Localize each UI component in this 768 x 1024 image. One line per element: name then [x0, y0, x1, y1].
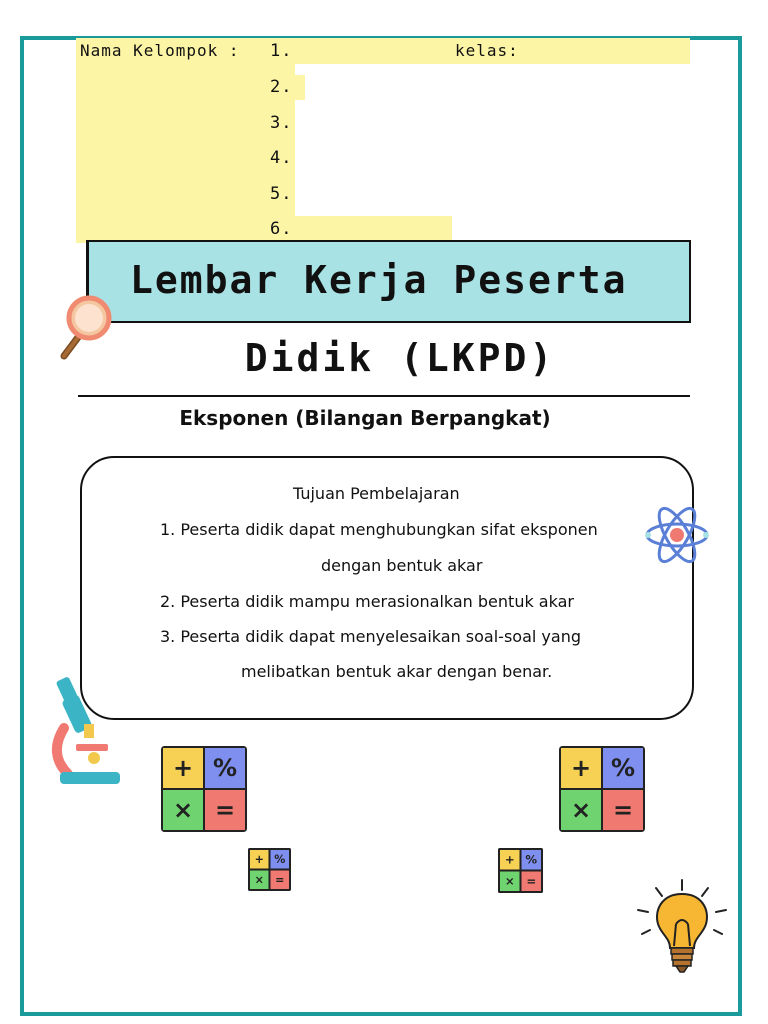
calculator-grid — [559, 746, 645, 832]
objective-line-2: dengan bentuk akar — [321, 556, 483, 575]
title-line-1: Lembar Kerja Peserta — [130, 258, 628, 302]
member2-highlight — [295, 75, 305, 100]
member-number-3: 3. — [270, 113, 293, 133]
calculator-symbol: × — [172, 796, 194, 824]
calculator-symbol: % — [525, 852, 538, 867]
group-name-label: Nama Kelompok : — [80, 41, 240, 60]
objective-line-1: 1. Peserta didik dapat menghubungkan sifat eksponen — [160, 520, 598, 539]
objective-line-5: melibatkan bentuk akar dengan benar. — [241, 662, 553, 681]
calculator-symbol: × — [504, 874, 515, 889]
calculator-icon — [559, 746, 645, 836]
subtitle: Eksponen (Bilangan Berpangkat) — [179, 406, 551, 430]
member-number-5: 5. — [270, 184, 293, 204]
calculator-symbol: = — [214, 796, 236, 824]
calculator-symbol: = — [275, 873, 285, 887]
calculator-symbol: + — [504, 852, 515, 867]
calculator-symbol: × — [254, 873, 264, 887]
calculator-symbol: + — [172, 754, 194, 782]
title-divider — [78, 395, 690, 397]
calculator-symbol: = — [526, 874, 537, 889]
magnifier-icon — [52, 292, 116, 364]
calculator-symbol: % — [610, 754, 636, 782]
calculator-symbol: = — [612, 796, 634, 824]
calculator-symbol: + — [254, 852, 264, 866]
lightbulb-icon — [632, 876, 732, 980]
calculator-symbol: % — [212, 754, 238, 782]
calculator-grid — [498, 848, 543, 893]
calculator-icon — [498, 848, 543, 897]
title-line-2: Didik (LKPD) — [244, 336, 556, 380]
calculator-symbol: % — [274, 852, 286, 866]
calculator-grid — [248, 848, 291, 891]
member-number-4: 4. — [270, 148, 293, 168]
objective-line-3: 2. Peserta didik mampu merasionalkan bentuk akar — [160, 592, 574, 611]
calculator-symbol: × — [570, 796, 592, 824]
objectives-heading: Tujuan Pembelajaran — [293, 484, 460, 503]
member-number-2: 2. — [270, 77, 293, 97]
member6-highlight — [295, 216, 452, 243]
member-number-6: 6. — [270, 219, 293, 239]
objective-line-4: 3. Peserta didik dapat menyelesaikan soal-soal yang — [160, 627, 581, 646]
microscope-icon — [46, 674, 126, 790]
calculator-icon — [161, 746, 247, 836]
group-name-highlight — [76, 38, 295, 243]
calculator-icon — [248, 848, 291, 895]
class-label: kelas: — [455, 41, 519, 60]
calculator-grid — [161, 746, 247, 832]
member-number-1: 1. — [270, 41, 293, 61]
atom-icon — [642, 504, 712, 566]
calculator-symbol: + — [570, 754, 592, 782]
